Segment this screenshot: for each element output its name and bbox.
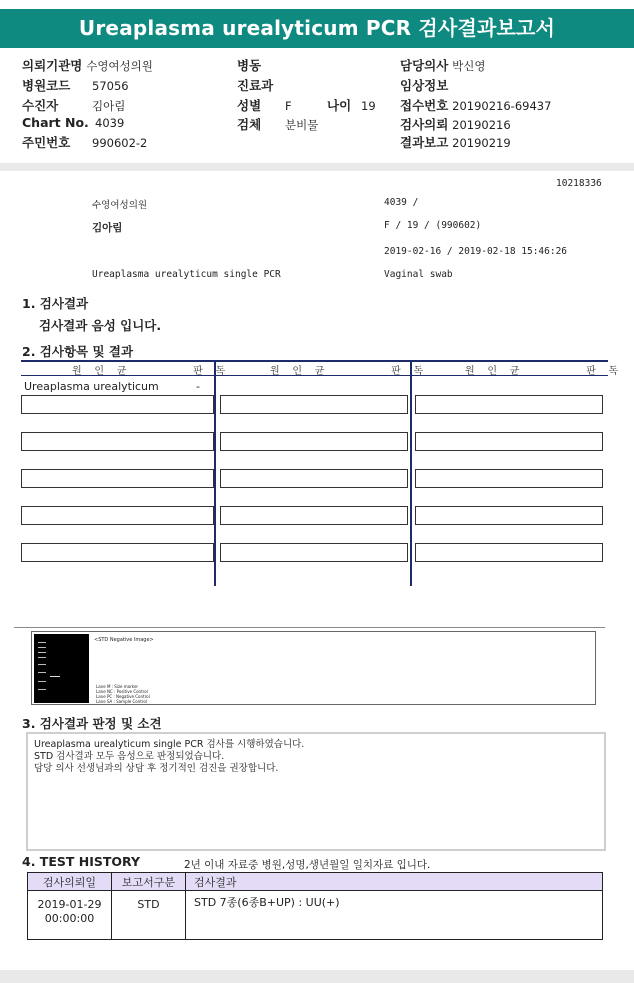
header-hospital-code: 병원코드 57056 xyxy=(22,78,129,93)
footer-band xyxy=(0,970,634,983)
empty-result-box xyxy=(21,506,214,525)
empty-result-box xyxy=(21,469,214,488)
history-date: 2019-01-29 xyxy=(37,898,102,911)
section-2-title: 2. 검사항목 및 결과 xyxy=(22,344,134,359)
report-hospital: 수영여성의원 xyxy=(92,200,148,211)
empty-result-box xyxy=(21,395,214,414)
empty-result-box xyxy=(220,432,408,451)
header-chart-no: Chart No. 4039 xyxy=(22,115,125,130)
history-col-date: 검사의뢰일 xyxy=(28,873,112,891)
section-1-result: 검사결과 음성 입니다. xyxy=(39,318,162,333)
header-clinical-info: 임상정보 xyxy=(400,78,449,93)
report-specimen: Vaginal swab xyxy=(384,269,453,280)
history-type: STD xyxy=(112,891,186,940)
header-ward: 병동 xyxy=(237,58,262,73)
empty-result-box xyxy=(21,543,214,562)
header-department: 진료과 xyxy=(237,78,274,93)
header-receipt-no: 접수번호 20190216-69437 xyxy=(400,98,552,113)
section-3-title: 3. 검사결과 판정 및 소견 xyxy=(22,716,162,731)
header-report-date: 결과보고 20190219 xyxy=(400,135,511,150)
empty-result-box xyxy=(415,432,603,451)
grid-column-header-3: 원 인 균 판 독 xyxy=(465,366,619,377)
opinion-line: STD 검사결과 모두 음성으로 판정되었습니다. xyxy=(34,751,225,762)
report-test-name: Ureaplasma urealyticum single PCR xyxy=(92,269,281,280)
header-doctor: 담당의사 박신영 xyxy=(400,58,486,73)
test-history-table xyxy=(27,872,603,940)
test-item-result: - xyxy=(196,380,200,393)
header-request-date: 검사의뢰 20190216 xyxy=(400,117,511,132)
report-sex-age: F / 19 / (990602) xyxy=(384,220,482,231)
grid-column-header-1: 원 인 균 판 독 xyxy=(72,366,226,377)
header-sex: 성별 F xyxy=(237,98,292,113)
grid-divider-2 xyxy=(410,360,412,586)
gel-electrophoresis-image xyxy=(34,634,89,703)
empty-result-box xyxy=(220,395,408,414)
header-specimen: 검체 분비물 xyxy=(237,117,319,132)
empty-result-box xyxy=(415,469,603,488)
history-date-cell xyxy=(28,891,112,940)
section-4-title: 4. TEST HISTORY xyxy=(22,854,141,869)
report-patient-name: 김아림 xyxy=(92,222,123,234)
header-resident-no: 주민번호 990602-2 xyxy=(22,135,148,150)
gel-image-frame xyxy=(31,631,596,705)
empty-result-box xyxy=(415,395,603,414)
table-row xyxy=(28,891,603,940)
report-title: Ureaplasma urealyticum PCR 검사결과보고서 xyxy=(0,9,634,48)
empty-result-box xyxy=(415,543,603,562)
header-age: 나이 19 xyxy=(327,98,376,113)
report-dates: 2019-02-16 / 2019-02-18 15:46:26 xyxy=(384,246,568,257)
report-chart-line: 4039 / xyxy=(384,197,419,208)
empty-result-box xyxy=(21,432,214,451)
test-item-name: Ureaplasma urealyticum xyxy=(24,380,159,393)
history-col-type: 보고서구분 xyxy=(112,873,186,891)
grid-divider-1 xyxy=(214,360,216,586)
grid-column-header-2: 원 인 균 판 독 xyxy=(270,366,424,377)
opinion-box xyxy=(26,732,606,851)
gel-image-legend: Lane M : Size marker Lane NC : Positive Control Lane PC : Negative Control Lane SA : Sample Control xyxy=(96,684,150,704)
header-patient: 수진자 김아림 xyxy=(22,98,126,113)
empty-result-box xyxy=(220,506,408,525)
report-number: 10218336 xyxy=(556,178,602,189)
history-note: 2년 이내 자료중 병원,성명,생년월일 일치자료 입니다. xyxy=(184,859,431,871)
empty-result-box xyxy=(220,469,408,488)
empty-result-box xyxy=(220,543,408,562)
history-result: STD 7종(6종B+UP) : UU(+) xyxy=(186,891,603,940)
divider-line xyxy=(14,627,605,628)
history-col-result: 검사결과 xyxy=(186,873,603,891)
separator-band xyxy=(0,163,634,171)
header-hospital-name: 의뢰기관명 수영여성의원 xyxy=(22,58,153,73)
gel-image-title: <STD Negative Image> xyxy=(94,637,154,643)
opinion-line: Ureaplasma urealyticum single PCR 검사를 시행하였습니다. xyxy=(34,739,305,750)
empty-result-box xyxy=(415,506,603,525)
opinion-line: 담당 의사 선생님과의 상담 후 정기적인 검진을 권장합니다. xyxy=(34,763,279,774)
history-time: 00:00:00 xyxy=(44,912,95,925)
section-1-title: 1. 검사결과 xyxy=(22,296,89,311)
